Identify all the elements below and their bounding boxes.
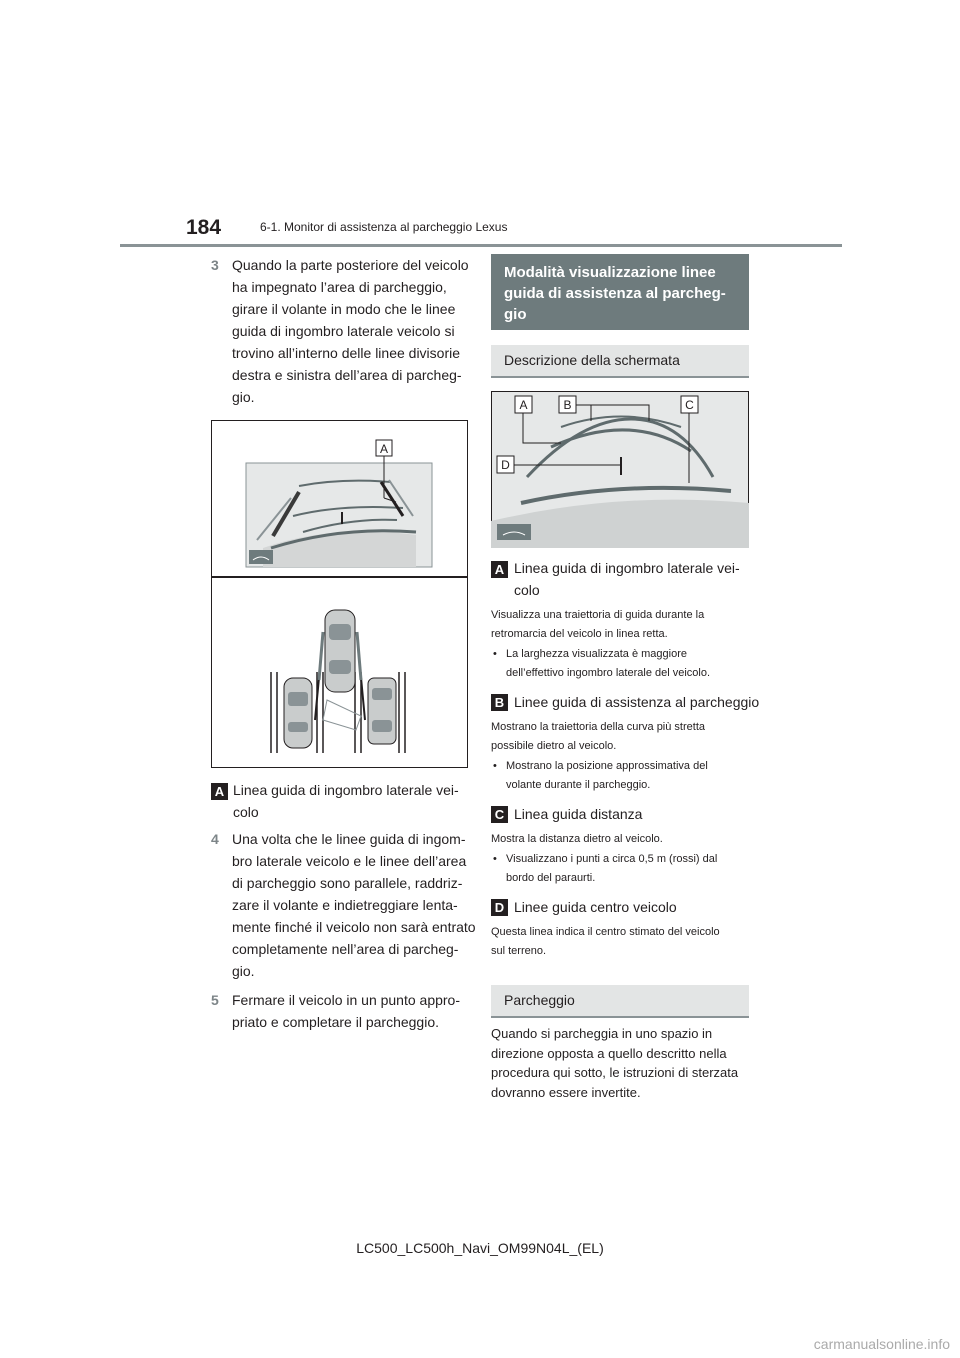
parking-heading [491,985,749,1018]
step-number: 4 [211,831,219,847]
text-line: Fermare il veicolo in un punto appro- [232,992,461,1008]
bullet-marker: • [493,853,497,865]
header-rule [120,244,842,247]
item-bullet [506,757,708,795]
figure-callout: C [685,398,694,412]
text-line: ha impegnato l’area di parcheggio, [232,279,447,295]
text-line: priato e completare il parcheggio. [232,1014,440,1030]
text-line: girare il volante in modo che le linee [232,301,456,317]
text-line: di parcheggio sono parallele, raddriz- [232,875,463,891]
footer-model: LC500_LC500h_Navi_OM99N04L_(EL) [356,1240,604,1256]
text-line: Visualizza una traiettoria di guida durante la [491,609,705,621]
text-line: volante durante il parcheggio. [506,779,651,791]
text-line: completamente nell’area di parcheg- [232,941,459,957]
text-line: La larghezza visualizzata è maggiore [506,648,687,660]
label-d-box: D [491,899,508,916]
text-line: Mostra la distanza dietro al veicolo. [491,833,663,845]
label-a-text [233,779,459,823]
label-c-box: C [491,806,508,823]
camera-screen-illustration [491,391,749,548]
text-line: sul terreno. [491,945,547,957]
heading-text: Descrizione della schermata [504,352,680,368]
heading-line: gio [504,306,527,323]
bullet-marker: • [493,760,497,772]
item-description [491,830,663,849]
text-line: Linee guida centro veicolo [514,899,677,915]
text-line: Linea guida di ingombro laterale vei- [514,560,740,576]
item-description [491,923,720,961]
text-line: destra e sinistra dell’area di parcheg- [232,367,462,383]
text-line: colo [233,804,259,820]
text-line: retromarcia del veicolo in linea retta. [491,628,668,640]
text-line: mente finché il veicolo non sarà entrato [232,919,476,935]
text-line: Mostrano la posizione approssimativa del [506,760,708,772]
text-line: procedura qui sotto, le istruzioni di sterzata [491,1065,739,1080]
watermark: carmanualsonline.info [813,1336,950,1352]
text-line: direzione opposta a quello descritto nella [491,1045,727,1061]
text-line: Quando la parte posteriore del veicolo [232,257,469,273]
text-line: possibile dietro al veicolo. [491,740,617,752]
text-line: dell’effettivo ingombro laterale del veicolo. [506,667,711,679]
text-line: guida di ingombro laterale veicolo si [232,323,455,339]
heading-text: Parcheggio [504,992,575,1008]
item-title [514,691,759,713]
step-text [232,828,476,982]
text-line: gio. [232,963,255,979]
text-line: gio. [232,389,255,405]
figure-callout: B [563,398,572,412]
parking-text [491,1024,738,1102]
text-line: bordo del paraurti. [506,872,596,884]
text-line: bro laterale veicolo e le linee dell’area [232,853,467,869]
item-title [514,557,740,601]
text-line: Una volta che le linee guida di ingom- [232,831,466,847]
step-number: 5 [211,992,219,1008]
mode-heading [491,254,749,330]
text-line: Linea guida di ingombro laterale vei- [233,782,459,798]
heading-line: guida di assistenza al parcheg- [504,285,726,302]
figure-callout: D [501,458,510,472]
text-line: Visualizzano i punti a circa 0,5 m (rossi) dal [506,853,718,865]
item-bullet [506,850,717,888]
label-b-box: B [491,694,508,711]
text-line: Mostrano la traiettoria della curva più stretta [491,721,705,733]
label-a-box: A [211,783,228,800]
text-line: zare il volante e indietreggiare lenta- [232,897,458,913]
step-text [232,989,460,1033]
step-text [232,254,469,408]
screen-heading [491,345,749,378]
item-description [491,718,705,756]
text-line: dovranno essere invertite. [491,1084,641,1100]
heading-line: Modalità visualizzazione linee [504,264,716,281]
text-line: Questa linea indica il centro stimato del veicolo [491,926,720,938]
text-line: Quando si parcheggia in uno spazio in [491,1026,713,1041]
text-line: trovino all’interno delle linee divisorie [232,345,461,361]
text-line: colo [514,582,540,598]
figure-callout: A [519,398,528,412]
item-bullet [506,645,710,683]
text-line: Linee guida di assistenza al parcheggio [514,694,760,710]
bullet-marker: • [493,648,497,660]
page-number: 184 [186,216,222,239]
text-line: Linea guida distanza [514,806,643,822]
label-a-box: A [491,561,508,578]
section-title: 6-1. Monitor di assistenza al parcheggio Lexus [260,220,508,234]
item-title [514,896,677,918]
parking-illustration [211,420,468,768]
item-title [514,803,642,825]
step-number: 3 [211,257,219,273]
figure-callout-a: A [379,442,389,456]
item-description [491,606,704,644]
